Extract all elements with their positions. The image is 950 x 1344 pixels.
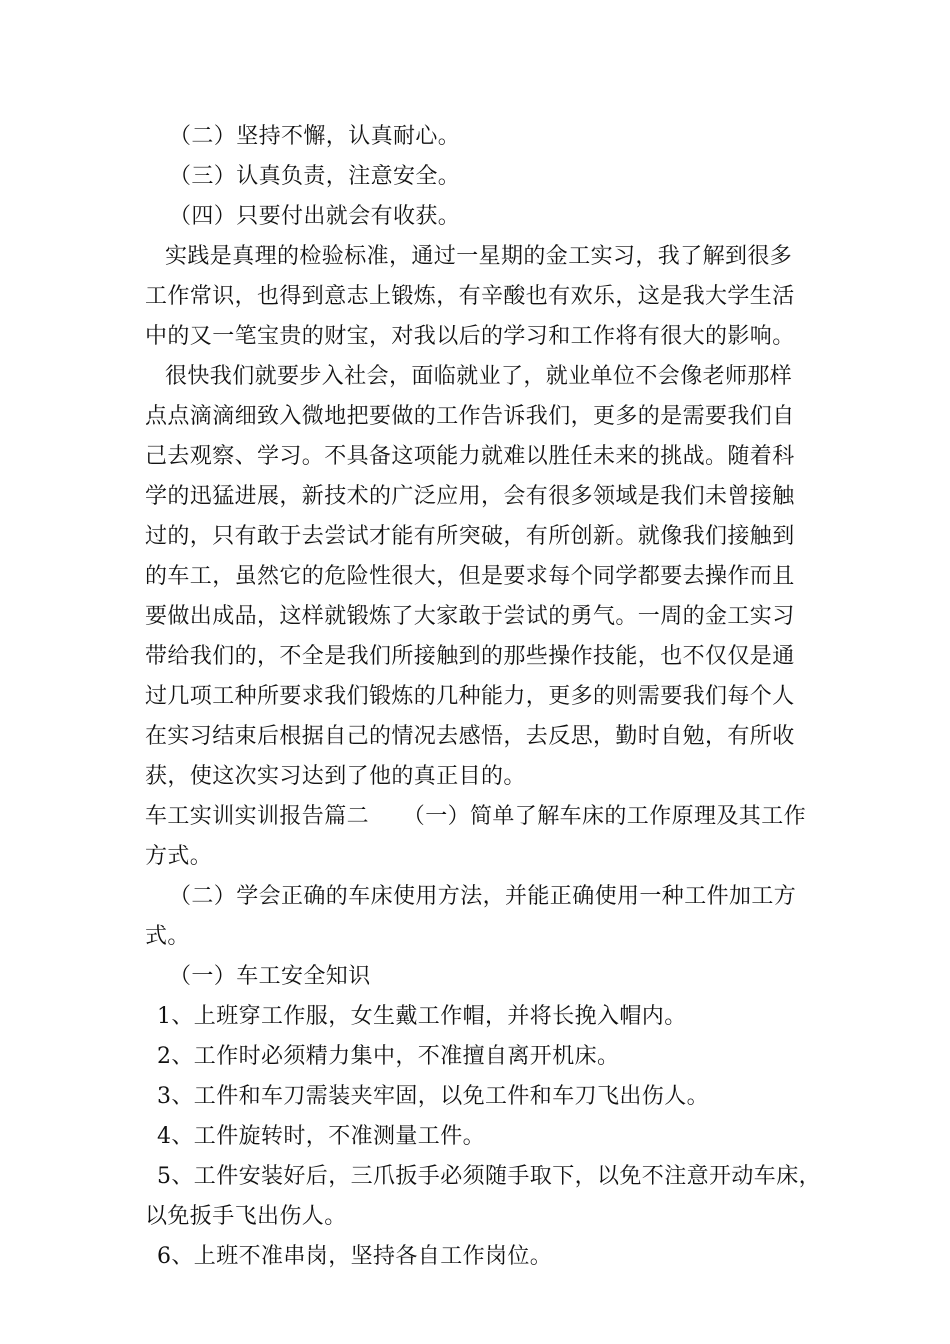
text-line: （二）坚持不懈，认真耐心。 (169, 124, 461, 149)
text-line: 过的，只有敢于去尝试才能有所突破，有所创新。就像我们接触到 (145, 524, 795, 549)
subheading-line: （一）车工安全知识 (169, 964, 371, 989)
text-line: 点点滴滴细致入微地把要做的工作告诉我们，更多的是需要我们自 (145, 404, 795, 429)
list-item: 4、工件旋转时，不准测量工件。 (157, 1124, 485, 1149)
list-item: 3、工件和车刀需装夹牢固，以免工件和车刀飞出伤人。 (157, 1084, 709, 1109)
text-line: 获，使这次实习达到了他的真正目的。 (145, 764, 526, 789)
text-line: 很快我们就要步入社会，面临就业了，就业单位不会像老师那样 (165, 364, 793, 389)
list-item: 1、上班穿工作服，女生戴工作帽，并将长挽入帽内。 (157, 1004, 687, 1029)
text-line: 过几项工种所要求我们锻炼的几种能力，更多的则需要我们每个人 (145, 684, 795, 709)
text-line: 在实习结束后根据自己的情况去感悟，去反思，勤时自勉，有所收 (145, 724, 795, 749)
list-item: 6、上班不准串岗，坚持各自工作岗位。 (157, 1244, 553, 1269)
text-line: 实践是真理的检验标准，通过一星期的金工实习，我了解到很多 (165, 244, 793, 269)
text-line: 方式。 (145, 844, 213, 869)
text-line: 工作常识，也得到意志上锻炼，有辛酸也有欢乐，这是我大学生活 (145, 284, 795, 309)
text-line: （四）只要付出就会有收获。 (169, 204, 461, 229)
section-heading-line: 车工实训实训报告篇二 （一）简单了解车床的工作原理及其工作 (145, 804, 807, 829)
text-line: 要做出成品，这样就锻炼了大家敢于尝试的勇气。一周的金工实习 (145, 604, 795, 629)
text-line: 学的迅猛进展，新技术的广泛应用，会有很多领域是我们未曾接触 (145, 484, 795, 509)
text-line: （二）学会正确的车床使用方法，并能正确使用一种工件加工方 (169, 884, 797, 909)
text-line: 己去观察、学习。不具备这项能力就难以胜任未来的挑战。随着科 (145, 444, 795, 469)
text-line: 以免扳手飞出伤人。 (145, 1204, 347, 1229)
list-item: 2、工作时必须精力集中，不准擅自离开机床。 (157, 1044, 620, 1069)
text-line: 的车工，虽然它的危险性很大，但是要求每个同学都要去操作而且 (145, 564, 795, 589)
text-line: 中的又一笔宝贵的财宝，对我以后的学习和工作将有很大的影响。 (145, 324, 795, 349)
list-item: 5、工件安装好后，三爪扳手必须随手取下，以免不注意开动车床， (157, 1164, 821, 1189)
document-body (145, 117, 821, 1277)
text-line: （三）认真负责，注意安全。 (169, 164, 461, 189)
text-line: 带给我们的，不全是我们所接触到的那些操作技能，也不仅仅是通 (145, 644, 795, 669)
text-line: 式。 (145, 924, 190, 949)
